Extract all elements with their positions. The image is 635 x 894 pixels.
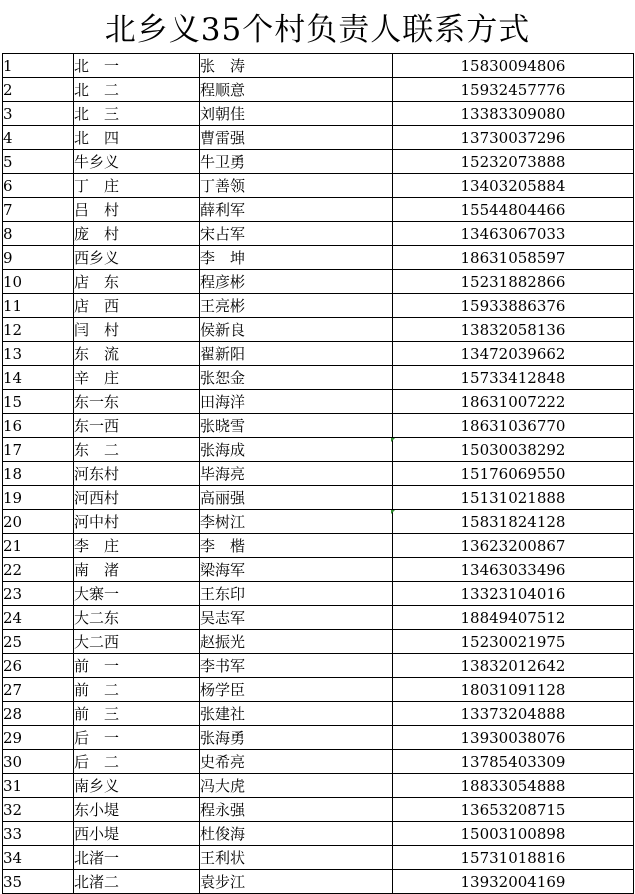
person-name-cell[interactable]: 田海洋 <box>200 390 393 414</box>
phone-number-cell[interactable]: 13623200867 <box>393 534 634 558</box>
person-name-cell[interactable]: 杨学臣 <box>200 678 393 702</box>
row-number-cell[interactable]: 29 <box>3 726 74 750</box>
village-name-cell[interactable]: 河中村 <box>74 510 200 534</box>
phone-number-cell[interactable]: 18031091128 <box>393 678 634 702</box>
table-row <box>3 174 634 198</box>
village-name-cell[interactable]: 西小堤 <box>74 822 200 846</box>
village-name-cell[interactable]: 东小堤 <box>74 798 200 822</box>
table-row <box>3 726 634 750</box>
row-number-cell[interactable]: 9 <box>3 246 74 270</box>
person-name-cell[interactable]: 梁海军 <box>200 558 393 582</box>
phone-number-cell[interactable]: 13373204888 <box>393 702 634 726</box>
row-number-cell[interactable]: 26 <box>3 654 74 678</box>
village-name-cell[interactable]: 东一西 <box>74 414 200 438</box>
table-row <box>3 198 634 222</box>
phone-number-cell[interactable]: 15544804466 <box>393 198 634 222</box>
table-row <box>3 54 634 78</box>
row-number-cell[interactable]: 30 <box>3 750 74 774</box>
person-name-cell[interactable]: 冯大虎 <box>200 774 393 798</box>
row-number-cell[interactable]: 32 <box>3 798 74 822</box>
village-name-cell[interactable]: 大二西 <box>74 630 200 654</box>
village-name-cell[interactable]: 牛乡义 <box>74 150 200 174</box>
village-name-cell[interactable]: 北 二 <box>74 78 200 102</box>
phone-number-cell[interactable]: 15733412848 <box>393 366 634 390</box>
row-number-cell[interactable]: 21 <box>3 534 74 558</box>
village-name-cell[interactable]: 东一东 <box>74 390 200 414</box>
row-number-cell[interactable]: 17 <box>3 438 74 462</box>
table-row <box>3 462 634 486</box>
village-name-cell[interactable]: 北 四 <box>74 126 200 150</box>
person-name-cell[interactable]: 李树江 <box>200 510 393 534</box>
village-name-cell[interactable]: 北渚二 <box>74 870 200 894</box>
table-row <box>3 366 634 390</box>
phone-number-cell[interactable]: 15232073888 <box>393 150 634 174</box>
person-name-cell[interactable]: 赵振光 <box>200 630 393 654</box>
row-number-cell[interactable]: 28 <box>3 702 74 726</box>
phone-number-cell[interactable]: 13383309080 <box>393 102 634 126</box>
row-number-cell[interactable]: 35 <box>3 870 74 894</box>
contact-table-body <box>3 54 634 894</box>
person-name-cell[interactable]: 程彦彬 <box>200 270 393 294</box>
cell-comment-marker <box>391 438 395 442</box>
person-name-cell[interactable]: 薛利军 <box>200 198 393 222</box>
table-row <box>3 558 634 582</box>
phone-number-cell[interactable]: 13653208715 <box>393 798 634 822</box>
phone-number-cell[interactable]: 18849407512 <box>393 606 634 630</box>
table-row <box>3 846 634 870</box>
table-row <box>3 678 634 702</box>
row-number-cell[interactable]: 11 <box>3 294 74 318</box>
row-number-cell[interactable]: 12 <box>3 318 74 342</box>
person-name-cell[interactable]: 宋占军 <box>200 222 393 246</box>
person-name-cell[interactable]: 刘朝佳 <box>200 102 393 126</box>
person-name-cell[interactable]: 毕海亮 <box>200 462 393 486</box>
row-number-cell[interactable]: 2 <box>3 78 74 102</box>
person-name-cell[interactable]: 吴志军 <box>200 606 393 630</box>
phone-number-cell[interactable]: 13323104016 <box>393 582 634 606</box>
person-name-cell[interactable]: 翟新阳 <box>200 342 393 366</box>
person-name-cell[interactable]: 张晓雪 <box>200 414 393 438</box>
row-number-cell[interactable]: 22 <box>3 558 74 582</box>
table-row <box>3 222 634 246</box>
row-number-cell[interactable]: 34 <box>3 846 74 870</box>
phone-number-cell[interactable]: 15230021975 <box>393 630 634 654</box>
row-number-cell[interactable]: 3 <box>3 102 74 126</box>
table-row <box>3 702 634 726</box>
phone-number-cell[interactable]: 15231882866 <box>393 270 634 294</box>
row-number-cell[interactable]: 27 <box>3 678 74 702</box>
phone-number-cell[interactable]: 13403205884 <box>393 174 634 198</box>
person-name-cell[interactable]: 张 涛 <box>200 54 393 78</box>
person-name-cell[interactable]: 王利状 <box>200 846 393 870</box>
table-row <box>3 774 634 798</box>
person-name-cell[interactable]: 程顺意 <box>200 78 393 102</box>
row-number-cell[interactable]: 25 <box>3 630 74 654</box>
village-name-cell[interactable]: 李 庄 <box>74 534 200 558</box>
row-number-cell[interactable]: 4 <box>3 126 74 150</box>
village-name-cell[interactable]: 河西村 <box>74 486 200 510</box>
village-name-cell[interactable]: 东 流 <box>74 342 200 366</box>
phone-number-cell[interactable]: 13832012642 <box>393 654 634 678</box>
phone-number-cell[interactable]: 18631036770 <box>393 414 634 438</box>
village-name-cell[interactable]: 南 渚 <box>74 558 200 582</box>
phone-number-cell[interactable]: 15831824128 <box>393 510 634 534</box>
phone-number-cell[interactable]: 15731018816 <box>393 846 634 870</box>
table-row <box>3 534 634 558</box>
table-row <box>3 822 634 846</box>
person-name-cell[interactable]: 张海勇 <box>200 726 393 750</box>
row-number-cell[interactable]: 16 <box>3 414 74 438</box>
village-name-cell[interactable]: 丁 庄 <box>74 174 200 198</box>
row-number-cell[interactable]: 1 <box>3 54 74 78</box>
person-name-cell[interactable]: 侯新良 <box>200 318 393 342</box>
table-row <box>3 798 634 822</box>
table-row <box>3 654 634 678</box>
village-name-cell[interactable]: 大寨一 <box>74 582 200 606</box>
village-name-cell[interactable]: 西乡义 <box>74 246 200 270</box>
person-name-cell[interactable]: 史希亮 <box>200 750 393 774</box>
phone-number-cell[interactable]: 15131021888 <box>393 486 634 510</box>
phone-number-cell[interactable]: 13730037296 <box>393 126 634 150</box>
person-name-cell[interactable]: 李书军 <box>200 654 393 678</box>
phone-number-cell[interactable]: 15933886376 <box>393 294 634 318</box>
phone-number-cell[interactable]: 18631007222 <box>393 390 634 414</box>
person-name-cell[interactable]: 杜俊海 <box>200 822 393 846</box>
table-row <box>3 150 634 174</box>
phone-number-cell[interactable]: 15830094806 <box>393 54 634 78</box>
row-number-cell[interactable]: 31 <box>3 774 74 798</box>
phone-number-cell[interactable]: 15030038292 <box>393 438 634 462</box>
row-number-cell[interactable]: 8 <box>3 222 74 246</box>
row-number-cell[interactable]: 6 <box>3 174 74 198</box>
contact-table <box>2 53 634 894</box>
person-name-cell[interactable]: 王亮彬 <box>200 294 393 318</box>
village-name-cell[interactable]: 前 三 <box>74 702 200 726</box>
village-name-cell[interactable]: 大二东 <box>74 606 200 630</box>
person-name-cell[interactable]: 王东印 <box>200 582 393 606</box>
village-name-cell[interactable]: 南乡义 <box>74 774 200 798</box>
table-row <box>3 318 634 342</box>
village-name-cell[interactable]: 庞 村 <box>74 222 200 246</box>
village-name-cell[interactable]: 前 二 <box>74 678 200 702</box>
phone-number-cell[interactable]: 13463067033 <box>393 222 634 246</box>
row-number-cell[interactable]: 18 <box>3 462 74 486</box>
village-name-cell[interactable]: 北 三 <box>74 102 200 126</box>
village-name-cell[interactable]: 河东村 <box>74 462 200 486</box>
person-name-cell[interactable]: 曹雷强 <box>200 126 393 150</box>
person-name-cell[interactable]: 高丽强 <box>200 486 393 510</box>
village-name-cell[interactable]: 闫 村 <box>74 318 200 342</box>
person-name-cell[interactable]: 丁善领 <box>200 174 393 198</box>
person-name-cell[interactable]: 张建社 <box>200 702 393 726</box>
table-row <box>3 246 634 270</box>
village-name-cell[interactable]: 后 一 <box>74 726 200 750</box>
phone-number-cell[interactable]: 15176069550 <box>393 462 634 486</box>
phone-number-cell[interactable]: 13472039662 <box>393 342 634 366</box>
table-row <box>3 486 634 510</box>
row-number-cell[interactable]: 10 <box>3 270 74 294</box>
village-name-cell[interactable]: 后 二 <box>74 750 200 774</box>
village-name-cell[interactable]: 北 一 <box>74 54 200 78</box>
table-row <box>3 390 634 414</box>
phone-number-cell[interactable]: 13832058136 <box>393 318 634 342</box>
cell-comment-marker <box>391 510 395 514</box>
table-row <box>3 414 634 438</box>
person-name-cell[interactable]: 牛卫勇 <box>200 150 393 174</box>
village-name-cell[interactable]: 店 东 <box>74 270 200 294</box>
village-name-cell[interactable]: 吕 村 <box>74 198 200 222</box>
row-number-cell[interactable]: 5 <box>3 150 74 174</box>
table-row <box>3 510 634 534</box>
person-name-cell[interactable]: 袁步江 <box>200 870 393 894</box>
phone-number-cell[interactable]: 13932004169 <box>393 870 634 894</box>
phone-number-cell[interactable]: 18631058597 <box>393 246 634 270</box>
phone-number-cell[interactable]: 15932457776 <box>393 78 634 102</box>
phone-number-cell[interactable]: 13463033496 <box>393 558 634 582</box>
village-name-cell[interactable]: 店 西 <box>74 294 200 318</box>
table-row <box>3 438 634 462</box>
person-name-cell[interactable]: 张海成 <box>200 438 393 462</box>
row-number-cell[interactable]: 19 <box>3 486 74 510</box>
table-row <box>3 78 634 102</box>
row-number-cell[interactable]: 7 <box>3 198 74 222</box>
row-number-cell[interactable]: 24 <box>3 606 74 630</box>
village-name-cell[interactable]: 辛 庄 <box>74 366 200 390</box>
person-name-cell[interactable]: 李 坤 <box>200 246 393 270</box>
table-row <box>3 102 634 126</box>
table-row <box>3 126 634 150</box>
table-row <box>3 630 634 654</box>
phone-number-cell[interactable]: 13930038076 <box>393 726 634 750</box>
table-row <box>3 294 634 318</box>
table-row <box>3 606 634 630</box>
phone-number-cell[interactable]: 13785403309 <box>393 750 634 774</box>
row-number-cell[interactable]: 20 <box>3 510 74 534</box>
person-name-cell[interactable]: 程永强 <box>200 798 393 822</box>
row-number-cell[interactable]: 15 <box>3 390 74 414</box>
phone-number-cell[interactable]: 18833054888 <box>393 774 634 798</box>
village-name-cell[interactable]: 东 二 <box>74 438 200 462</box>
phone-number-cell[interactable]: 15003100898 <box>393 822 634 846</box>
table-row <box>3 270 634 294</box>
table-row <box>3 342 634 366</box>
person-name-cell[interactable]: 张恕金 <box>200 366 393 390</box>
row-number-cell[interactable]: 13 <box>3 342 74 366</box>
table-row <box>3 582 634 606</box>
row-number-cell[interactable]: 23 <box>3 582 74 606</box>
table-row <box>3 750 634 774</box>
row-number-cell[interactable]: 33 <box>3 822 74 846</box>
village-name-cell[interactable]: 北渚一 <box>74 846 200 870</box>
table-row <box>3 870 634 894</box>
page-title: 北乡义35个村负责人联系方式 <box>104 12 531 48</box>
person-name-cell[interactable]: 李 楷 <box>200 534 393 558</box>
village-name-cell[interactable]: 前 一 <box>74 654 200 678</box>
row-number-cell[interactable]: 14 <box>3 366 74 390</box>
